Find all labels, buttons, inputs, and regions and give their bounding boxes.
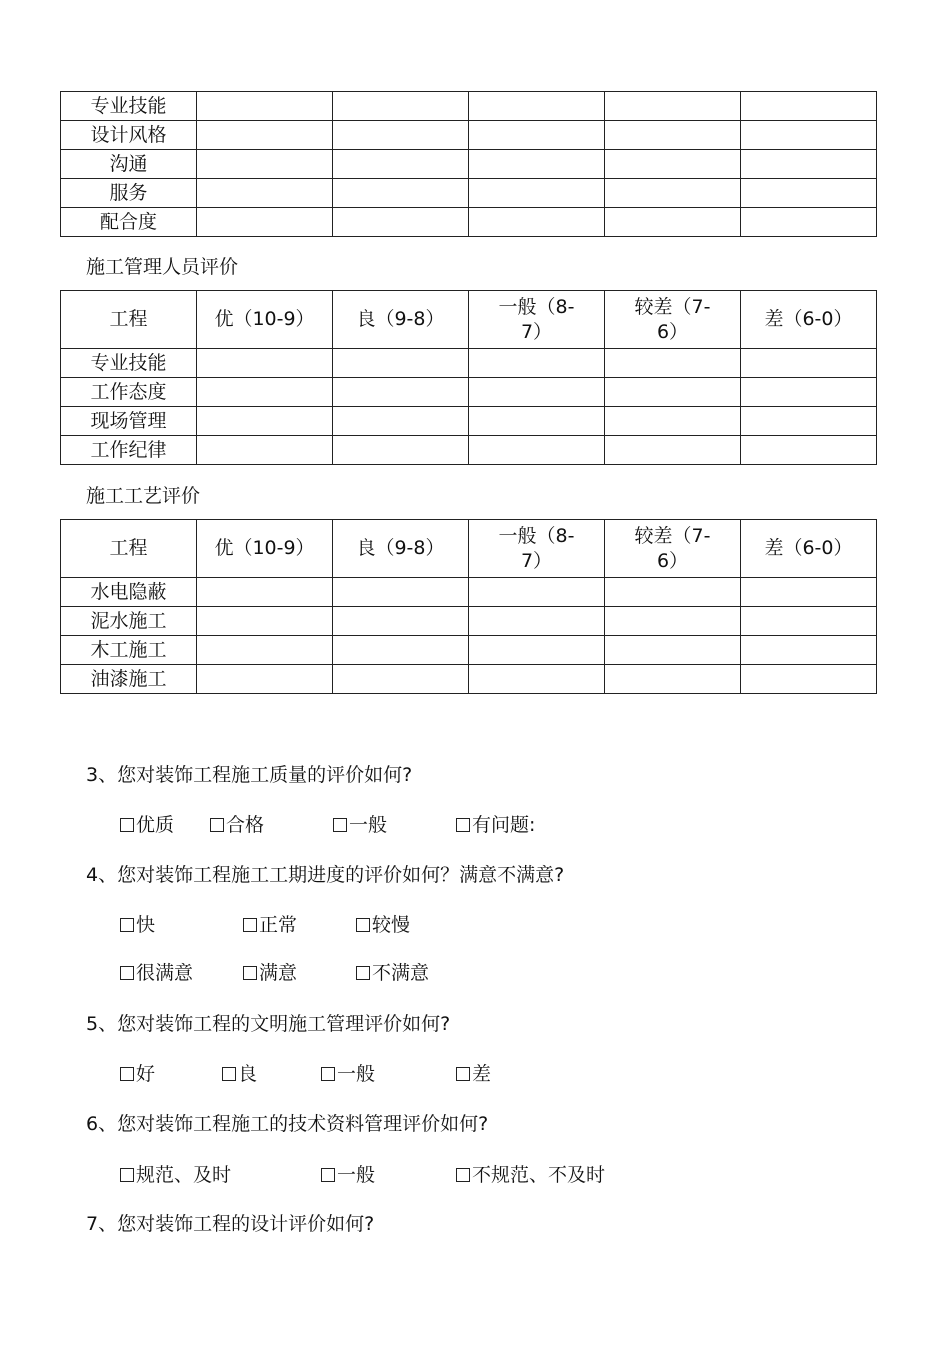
- checkbox-icon[interactable]: [120, 818, 134, 832]
- rating-cell[interactable]: [333, 636, 469, 665]
- header-project: 工程: [61, 291, 197, 349]
- option-checkbox[interactable]: [222, 1059, 257, 1086]
- header-average: 一般（8-7）: [469, 520, 605, 578]
- row-label: 设计风格: [61, 121, 197, 150]
- option-label: 一般: [337, 1063, 376, 1085]
- table-row: [61, 607, 877, 636]
- option-checkbox[interactable]: [333, 810, 387, 837]
- row-label: 木工施工: [61, 636, 197, 665]
- rating-cell[interactable]: [469, 92, 605, 121]
- rating-cell[interactable]: [605, 179, 741, 208]
- rating-cell[interactable]: [741, 378, 877, 407]
- option-label: 有问题:: [472, 814, 536, 836]
- rating-cell[interactable]: [469, 636, 605, 665]
- rating-cell[interactable]: [469, 665, 605, 694]
- rating-cell[interactable]: [741, 92, 877, 121]
- header-poor: 较差（7-6）: [605, 291, 741, 349]
- management-section-title: 施工管理人员评价: [86, 256, 239, 278]
- checkbox-icon[interactable]: [120, 918, 134, 932]
- option-checkbox[interactable]: [456, 1160, 605, 1187]
- row-label: 泥水施工: [61, 607, 197, 636]
- option-checkbox[interactable]: [321, 1160, 375, 1187]
- table-row: [61, 179, 877, 208]
- table-row: [61, 636, 877, 665]
- rating-cell[interactable]: [605, 636, 741, 665]
- option-label: 良: [238, 1063, 258, 1085]
- option-checkbox[interactable]: [120, 958, 193, 985]
- option-label: 规范、及时: [136, 1164, 232, 1186]
- rating-cell[interactable]: [333, 179, 469, 208]
- checkbox-icon[interactable]: [120, 1067, 134, 1081]
- option-checkbox[interactable]: [356, 958, 429, 985]
- rating-cell[interactable]: [197, 121, 333, 150]
- rating-cell[interactable]: [197, 407, 333, 436]
- rating-cell[interactable]: [333, 407, 469, 436]
- option-label: 很满意: [136, 962, 194, 984]
- rating-cell[interactable]: [197, 665, 333, 694]
- rating-cell[interactable]: [741, 578, 877, 607]
- table-row: [61, 92, 877, 121]
- rating-cell[interactable]: [469, 349, 605, 378]
- rating-cell[interactable]: [469, 578, 605, 607]
- row-label: 工作纪律: [61, 436, 197, 465]
- rating-cell[interactable]: [197, 208, 333, 237]
- option-checkbox[interactable]: [321, 1059, 375, 1086]
- rating-cell[interactable]: [605, 150, 741, 179]
- option-label: 快: [136, 914, 156, 936]
- option-checkbox[interactable]: [243, 958, 297, 985]
- question-3: 3、您对装饰工程施工质量的评价如何?: [86, 764, 413, 786]
- checkbox-icon[interactable]: [210, 818, 224, 832]
- rating-cell[interactable]: [469, 378, 605, 407]
- checkbox-icon[interactable]: [120, 1168, 134, 1182]
- option-checkbox[interactable]: [120, 810, 174, 837]
- table-row: [61, 378, 877, 407]
- rating-cell[interactable]: [333, 349, 469, 378]
- rating-cell[interactable]: [741, 150, 877, 179]
- checkbox-icon[interactable]: [120, 966, 134, 980]
- craft-section-title: 施工工艺评价: [86, 485, 201, 507]
- question-6: 6、您对装饰工程施工的技术资料管理评价如何?: [86, 1113, 489, 1135]
- rating-cell[interactable]: [333, 208, 469, 237]
- rating-cell[interactable]: [333, 436, 469, 465]
- table-header-row: [61, 291, 877, 349]
- rating-cell[interactable]: [605, 349, 741, 378]
- checkbox-icon[interactable]: [222, 1067, 236, 1081]
- rating-cell[interactable]: [333, 665, 469, 694]
- rating-cell[interactable]: [197, 179, 333, 208]
- management-eval-table: [60, 290, 877, 465]
- rating-cell[interactable]: [197, 378, 333, 407]
- rating-cell[interactable]: [197, 436, 333, 465]
- rating-cell[interactable]: [741, 636, 877, 665]
- rating-cell[interactable]: [741, 407, 877, 436]
- option-checkbox[interactable]: [243, 910, 297, 937]
- option-label: 满意: [259, 962, 298, 984]
- table-row: [61, 407, 877, 436]
- table-row: [61, 436, 877, 465]
- option-checkbox[interactable]: [210, 810, 264, 837]
- table-row: [61, 665, 877, 694]
- header-good: 良（9-8）: [333, 520, 469, 578]
- header-average: 一般（8-7）: [469, 291, 605, 349]
- checkbox-icon[interactable]: [321, 1168, 335, 1182]
- option-checkbox[interactable]: [120, 1059, 155, 1086]
- rating-cell[interactable]: [333, 150, 469, 179]
- rating-cell[interactable]: [197, 92, 333, 121]
- rating-cell[interactable]: [605, 665, 741, 694]
- option-checkbox[interactable]: [120, 910, 155, 937]
- rating-cell[interactable]: [469, 407, 605, 436]
- header-bad: 差（6-0）: [741, 520, 877, 578]
- option-label: 一般: [349, 814, 388, 836]
- rating-cell[interactable]: [605, 378, 741, 407]
- option-checkbox[interactable]: [456, 810, 535, 837]
- rating-cell[interactable]: [469, 607, 605, 636]
- rating-cell[interactable]: [197, 636, 333, 665]
- rating-cell[interactable]: [741, 607, 877, 636]
- checkbox-icon[interactable]: [356, 966, 370, 980]
- rating-cell[interactable]: [333, 607, 469, 636]
- rating-cell[interactable]: [605, 607, 741, 636]
- header-good: 良（9-8）: [333, 291, 469, 349]
- rating-cell[interactable]: [333, 121, 469, 150]
- header-project: 工程: [61, 520, 197, 578]
- checkbox-icon[interactable]: [243, 966, 257, 980]
- checkbox-icon[interactable]: [456, 1168, 470, 1182]
- rating-cell[interactable]: [469, 179, 605, 208]
- table-row: [61, 578, 877, 607]
- rating-cell[interactable]: [469, 150, 605, 179]
- rating-cell[interactable]: [197, 150, 333, 179]
- checkbox-icon[interactable]: [356, 918, 370, 932]
- rating-cell[interactable]: [469, 436, 605, 465]
- checkbox-icon[interactable]: [321, 1067, 335, 1081]
- header-excellent: 优（10-9）: [197, 291, 333, 349]
- rating-cell[interactable]: [741, 665, 877, 694]
- row-label: 服务: [61, 179, 197, 208]
- option-label: 较慢: [372, 914, 411, 936]
- rating-cell[interactable]: [741, 436, 877, 465]
- row-label: 现场管理: [61, 407, 197, 436]
- rating-cell[interactable]: [333, 578, 469, 607]
- row-label: 油漆施工: [61, 665, 197, 694]
- option-label: 不规范、不及时: [472, 1164, 606, 1186]
- row-label: 沟通: [61, 150, 197, 179]
- header-excellent: 优（10-9）: [197, 520, 333, 578]
- checkbox-icon[interactable]: [456, 818, 470, 832]
- option-label: 合格: [226, 814, 265, 836]
- design-eval-table: [60, 91, 877, 237]
- rating-cell[interactable]: [469, 208, 605, 237]
- rating-cell[interactable]: [605, 92, 741, 121]
- option-checkbox[interactable]: [120, 1160, 231, 1187]
- rating-cell[interactable]: [197, 349, 333, 378]
- row-label: 工作态度: [61, 378, 197, 407]
- row-label: 配合度: [61, 208, 197, 237]
- row-label: 专业技能: [61, 349, 197, 378]
- header-bad: 差（6-0）: [741, 291, 877, 349]
- rating-cell[interactable]: [605, 121, 741, 150]
- checkbox-icon[interactable]: [456, 1067, 470, 1081]
- rating-cell[interactable]: [605, 208, 741, 237]
- option-label: 一般: [337, 1164, 376, 1186]
- question-4: 4、您对装饰工程施工工期进度的评价如何？满意不满意?: [86, 864, 565, 886]
- rating-cell[interactable]: [741, 208, 877, 237]
- table-row: [61, 349, 877, 378]
- rating-cell[interactable]: [605, 436, 741, 465]
- table-row: [61, 150, 877, 179]
- checkbox-icon[interactable]: [243, 918, 257, 932]
- option-label: 好: [136, 1063, 156, 1085]
- rating-cell[interactable]: [605, 407, 741, 436]
- checkbox-icon[interactable]: [333, 818, 347, 832]
- option-label: 优质: [136, 814, 175, 836]
- question-7: 7、您对装饰工程的设计评价如何?: [86, 1213, 375, 1235]
- rating-cell[interactable]: [469, 121, 605, 150]
- table-header-row: [61, 520, 877, 578]
- header-poor: 较差（7-6）: [605, 520, 741, 578]
- rating-cell[interactable]: [197, 607, 333, 636]
- row-label: 水电隐蔽: [61, 578, 197, 607]
- option-label: 不满意: [372, 962, 430, 984]
- table-row: [61, 208, 877, 237]
- craft-eval-table: [60, 519, 877, 694]
- option-label: 差: [472, 1063, 492, 1085]
- table-row: [61, 121, 877, 150]
- rating-cell[interactable]: [333, 378, 469, 407]
- rating-cell[interactable]: [741, 349, 877, 378]
- question-5: 5、您对装饰工程的文明施工管理评价如何?: [86, 1013, 451, 1035]
- option-checkbox[interactable]: [356, 910, 410, 937]
- row-label: 专业技能: [61, 92, 197, 121]
- option-label: 正常: [259, 914, 298, 936]
- rating-cell[interactable]: [741, 121, 877, 150]
- option-checkbox[interactable]: [456, 1059, 491, 1086]
- rating-cell[interactable]: [741, 179, 877, 208]
- rating-cell[interactable]: [333, 92, 469, 121]
- rating-cell[interactable]: [605, 578, 741, 607]
- rating-cell[interactable]: [197, 578, 333, 607]
